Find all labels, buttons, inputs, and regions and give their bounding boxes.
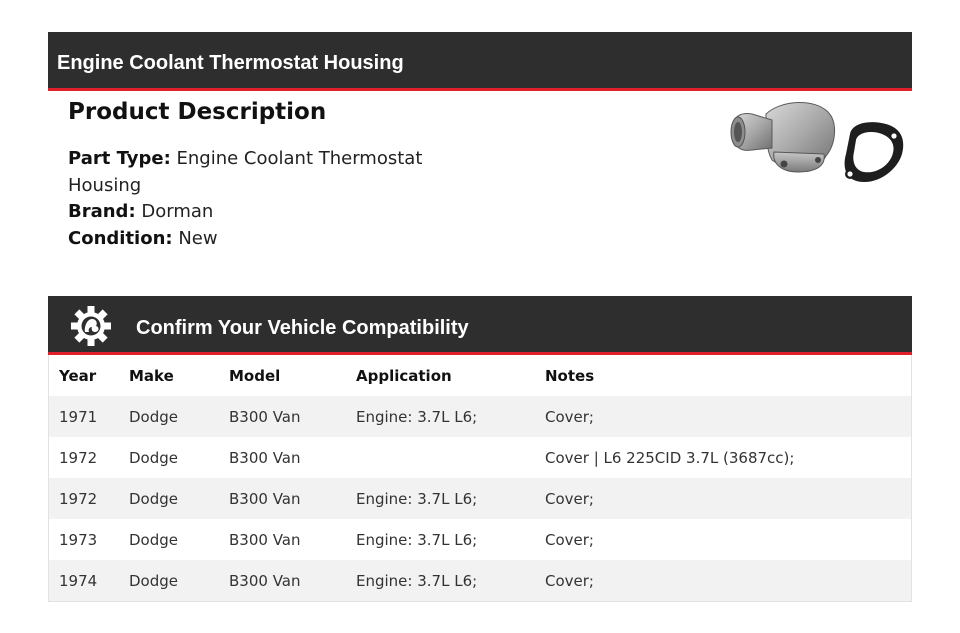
- table-row: [49, 478, 911, 519]
- part-type-value: Engine Coolant Thermostat Housing: [68, 148, 423, 196]
- brand-value: Dorman: [141, 201, 214, 222]
- cell-application: Engine: 3.7L L6;: [356, 407, 478, 426]
- cell-notes: Cover;: [545, 530, 594, 549]
- part-type-row: [68, 146, 448, 199]
- part-type-label: Part Type:: [68, 148, 171, 169]
- cell-model: B300 Van: [229, 407, 301, 426]
- page-title: Engine Coolant Thermostat Housing: [57, 52, 404, 74]
- table-row: [49, 519, 911, 560]
- cell-application: Engine: 3.7L L6;: [356, 489, 478, 508]
- col-make: Make: [129, 366, 174, 385]
- gear-icon: [70, 305, 112, 347]
- cell-year: 1974: [59, 571, 98, 590]
- compatibility-bar: [48, 296, 912, 355]
- cell-make: Dodge: [129, 407, 178, 426]
- cell-application: Engine: 3.7L L6;: [356, 530, 478, 549]
- table-row: [49, 396, 911, 437]
- cell-application: Engine: 3.7L L6;: [356, 571, 478, 590]
- col-year: Year: [59, 366, 97, 385]
- cell-model: B300 Van: [229, 489, 301, 508]
- cell-year: 1972: [59, 489, 98, 508]
- cell-year: 1973: [59, 530, 98, 549]
- col-application: Application: [356, 366, 452, 385]
- brand-label: Brand:: [68, 201, 136, 222]
- title-bar: [48, 32, 912, 91]
- condition-label: Condition:: [68, 227, 173, 249]
- cell-make: Dodge: [129, 530, 178, 549]
- condition-value: New: [178, 227, 218, 249]
- cell-model: B300 Van: [229, 530, 301, 549]
- table-row: [49, 560, 911, 601]
- brand-row: [68, 199, 448, 226]
- cell-model: B300 Van: [229, 448, 301, 467]
- cell-notes: Cover;: [545, 489, 594, 508]
- description-heading: Product Description: [68, 99, 327, 125]
- table-row: [49, 437, 911, 478]
- col-notes: Notes: [545, 366, 595, 385]
- product-image: [726, 94, 910, 194]
- cell-notes: Cover | L6 225CID 3.7L (3687cc);: [545, 448, 795, 467]
- table-header-row: [49, 355, 911, 396]
- cell-year: 1972: [59, 448, 98, 467]
- cell-notes: Cover;: [545, 571, 594, 590]
- cell-year: 1971: [59, 407, 98, 426]
- compatibility-title: Confirm Your Vehicle Compatibility: [136, 317, 469, 339]
- cell-make: Dodge: [129, 489, 178, 508]
- cell-notes: Cover;: [545, 407, 594, 426]
- product-description: [68, 97, 448, 252]
- cell-make: Dodge: [129, 571, 178, 590]
- condition-row: [68, 226, 448, 253]
- cell-model: B300 Van: [229, 571, 301, 590]
- compatibility-table: [48, 355, 912, 602]
- col-model: Model: [229, 366, 281, 385]
- cell-make: Dodge: [129, 448, 178, 467]
